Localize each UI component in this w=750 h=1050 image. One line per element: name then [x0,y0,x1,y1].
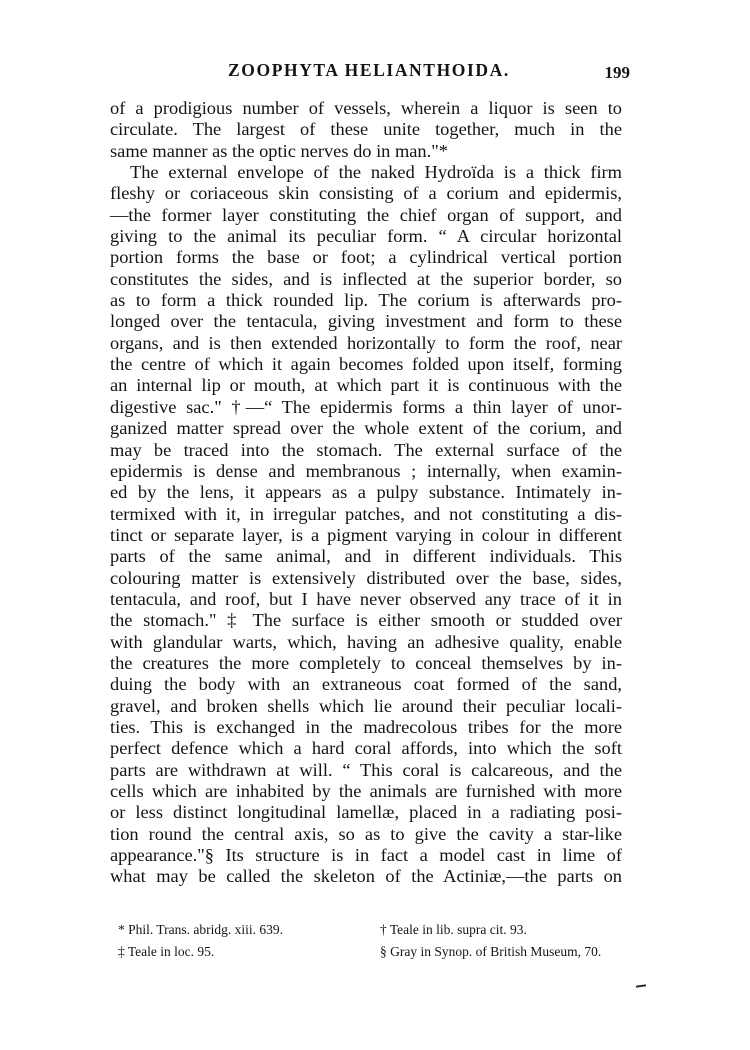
text-line: digestive sac." †—“ The epidermis forms a thin layer of unor- [110,396,622,417]
text-line: parts are withdrawn at will. “ This coral is calcareous, and the [110,759,622,780]
body-text [110,98,622,888]
text-line: perfect defence which a hard coral affords, into which the soft [110,738,622,759]
text-line: termixed with it, in irregular patches, and not constituting a dis- [110,503,622,524]
text-line: as to form a thick rounded lip. The corium is afterwards pro- [110,290,622,311]
text-line: the stomach." ‡ The surface is either smooth or studded over [110,610,622,631]
footnote-row [110,944,630,966]
text-line: same manner as the optic nerves do in man."* [110,140,448,161]
text-line: circulate. The largest of these unite together, much in the [110,119,622,140]
text-line: with glandular warts, which, having an adhesive quality, enable [110,631,622,652]
footnote: * Phil. Trans. abridg. xiii. 639. [118,922,284,937]
footnote: § Gray in Synop. of British Museum, 70. [380,944,602,959]
text-line: gravel, and broken shells which lie around their peculiar locali- [110,695,622,716]
text-line: what may be called the skeleton of the Actiniæ,—the parts on [110,866,622,887]
footnote: ‡ Teale in loc. 95. [118,944,215,959]
text-line: tentacula, and roof, but I have never observed any trace of it in [110,588,622,609]
text-line: appearance."§ Its structure is in fact a model cast in lime of [110,845,622,866]
text-line: the centre of which it again becomes folded upon itself, forming [110,354,622,375]
footnote-row [110,922,630,944]
text-line: tinct or separate layer, is a pigment varying in colour in different [110,524,622,545]
text-line: giving to the animal its peculiar form. “ A circular horizontal [110,226,622,247]
text-line: longed over the tentacula, giving investment and form to these [110,311,622,332]
text-line: cells which are inhabited by the animals are furnished with more [110,781,622,801]
text-line: tion round the central axis, so as to give the cavity a star-like [110,823,622,844]
text-line: portion forms the base or foot; a cylindrical vertical portion [110,247,622,268]
page-number: 199 [604,63,630,82]
text-line: colouring matter is extensively distributed over the base, sides, [110,567,622,588]
text-line: constitutes the sides, and is inflected at the superior border, so [110,268,622,289]
stray-ink-mark [636,984,646,987]
text-line: an internal lip or mouth, at which part it is continuous with the [110,375,622,396]
footnote: † Teale in lib. supra cit. 93. [380,922,527,937]
footnotes [110,922,630,966]
text-line: epidermis is dense and membranous ; internally, when examin- [110,460,622,481]
text-line: ties. This is exchanged in the madrecolous tribes for the more [110,716,622,737]
text-line: The external envelope of the naked Hydroïda is a thick firm [130,162,622,183]
text-line: ganized matter spread over the whole extent of the corium, and [110,418,622,439]
text-line: may be traced into the stomach. The external surface of the [110,439,622,460]
text-line: duing the body with an extraneous coat formed of the sand, [110,674,622,695]
text-line: organs, and is then extended horizontally to form the roof, near [110,332,622,353]
text-line: the creatures the more completely to conceal themselves by in- [110,652,622,673]
running-title: ZOOPHYTA HELIANTHOIDA. [228,60,510,80]
text-line: —the former layer constituting the chief organ of support, and [110,204,622,225]
running-head [110,60,630,90]
text-line: fleshy or coriaceous skin consisting of a corium and epidermis, [110,183,622,204]
text-line: of a prodigious number of vessels, wherein a liquor is seen to [110,98,622,118]
text-line: or less distinct longitudinal lamellæ, placed in a radiating posi- [110,802,622,823]
text-line: ed by the lens, it appears as a pulpy substance. Intimately in- [110,482,622,503]
text-line: parts of the same animal, and in different individuals. This [110,546,622,567]
